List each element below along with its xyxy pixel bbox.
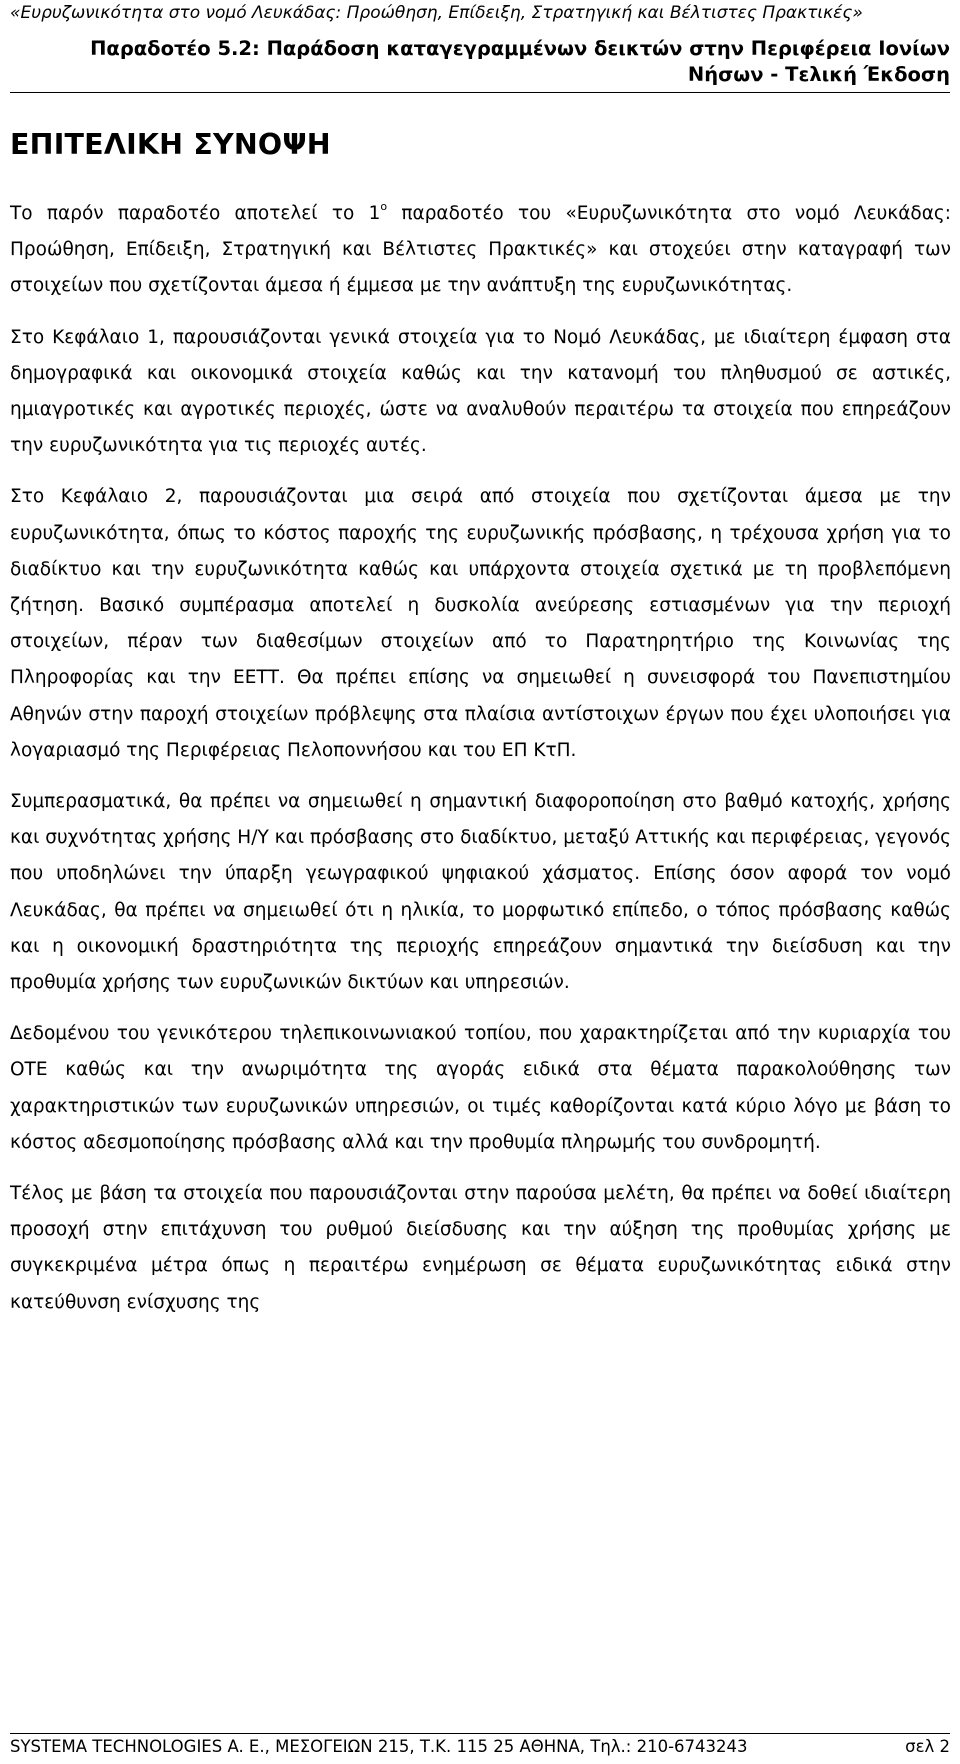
header-divider (10, 92, 950, 93)
header-deliverable-line-1: Παραδοτέο 5.2: Παράδοση καταγεγραμμένων δεικτών στην Περιφέρεια Ιονίων (90, 37, 950, 60)
header-deliverable-line-2: Νήσων - Τελική Έκδοση (687, 63, 950, 86)
section-title: ΕΠΙΤΕΛΙΚΗ ΣΥΝΟΨΗ (10, 128, 331, 161)
paragraph-chapter-1: Στο Κεφάλαιο 1, παρουσιάζονται γενικά στοιχεία για το Νομό Λευκάδας, με ιδιαίτερη έμφαση στα δημογραφικά και οικονομικά στοιχεία καθώς και την κατανομή του πληθυσμού σε αστικές, ημιαγροτικές και αγροτικές περιοχές, ώστε να αναλυθούν περαιτέρω τα στοιχεία που επηρεάζουν την ευρυζωνικότητα για τις περιοχές αυτές. (10, 326, 951, 457)
page-header (10, 2, 950, 88)
section-body (10, 196, 951, 1336)
paragraph-final: Τέλος με βάση τα στοιχεία που παρουσιάζονται στην παρούσα μελέτη, θα πρέπει να δοθεί ιδιαίτερη προσοχή στην επιτάχυνση του ρυθμού διείσδυσης και την αύξηση της προθυμίας χρήσης με συγκεκριμένα μέτρα όπως η περαιτέρω ενημέρωση σε θέματα ευρυζωνικότητας ειδικά στην κατεύθυνση ενίσχυσης της (10, 1183, 951, 1313)
footer-company-info: SYSTEMA TECHNOLOGIES A. E., ΜΕΣΟΓΕΙΩΝ 215, Τ.Κ. 115 25 ΑΘΗΝΑ, Τηλ.: 210-6743243 (10, 1737, 748, 1756)
paragraph-intro (10, 196, 951, 305)
header-document-title: «Ευρυζωνικότητα στο νομό Λευκάδας: Προώθηση, Επίδειξη, Στρατηγική και Βέλτιστες Πρακτικές» (10, 3, 863, 23)
paragraph-conclusions: Συμπερασματικά, θα πρέπει να σημειωθεί η σημαντική διαφοροποίηση στο βαθμό κατοχής, χρήσης και συχνότητας χρήσης Η/Υ και πρόσβασης στο διαδίκτυο, μεταξύ Αττικής και περιφέρειας, γεγονός που υποδηλώνει την ύπαρξη γεωγραφικού ψηφιακού χάσματος. Επίσης όσον αφορά τον νομό Λευκάδας, θα πρέπει να σημειωθεί ότι η ηλικία, το μορφωτικό επίπεδο, ο τόπος πρόσβασης καθώς και η οικονομική δραστηριότητα της περιοχής επηρεάζουν σημαντικά την διείσδυση και την προθυμία χρήσης των ευρυζωνικών δικτύων και υπηρεσιών. (10, 791, 951, 994)
paragraph-intro-start: Το παρόν παραδοτέο αποτελεί το 1 (10, 203, 381, 224)
footer-divider (10, 1733, 950, 1734)
page-footer (10, 1736, 950, 1758)
paragraph-intro-rest: παραδοτέο του «Ευρυζωνικότητα στο νομό Λευκάδας: Προώθηση, Επίδειξη, Στρατηγική και Βέλτιστες Πρακτικές» και στοχεύει στην καταγραφή των στοιχείων που σχετίζονται άμεσα ή έμμεσα με την ανάπτυξη της ευρυζωνικότητας. (10, 203, 951, 297)
paragraph-telecom-landscape: Δεδομένου του γενικότερου τηλεπικοινωνιακού τοπίου, που χαρακτηρίζεται από την κυριαρχία του ΟΤΕ καθώς και την ανωριμότητα της αγοράς ειδικά στα θέματα παρακολούθησης των χαρακτηριστικών των ευρυζωνικών υπηρεσιών, οι τιμές καθορίζονται κατά κύριο λόγο με βάση το κόστος αδεσμοποίησης πρόσβασης αλλά και την προθυμία πληρωμής του συνδρομητή. (10, 1023, 951, 1153)
paragraph-chapter-2: Στο Κεφάλαιο 2, παρουσιάζονται μια σειρά από στοιχεία που σχετίζονται άμεσα με την ευρυζωνικότητα, όπως το κόστος παροχής της ευρυζωνικής πρόσβασης, η τρέχουσα χρήση για το διαδίκτυο και την ευρυζωνικότητα καθώς και υπάρχοντα στοιχεία σχετικά με τη προβλεπόμενη ζήτηση. Βασικό συμπέρασμα αποτελεί η δυσκολία ανεύρεσης εστιασμένων για την περιοχή στοιχείων, πέραν των διαθεσίμων στοιχείων από το Παρατηρητήριο της Κοινωνίας της Πληροφορίας και την ΕΕΤΤ. Θα πρέπει επίσης να σημειωθεί η συνεισφορά του Πανεπιστημίου Αθηνών στην παροχή στοιχείων πρόβλεψης στα πλαίσια αντίστοιχων έργων που έχει υλοποιήσει για λογαριασμό της Περιφέρειας Πελοποννήσου και του ΕΠ ΚτΠ. (10, 486, 951, 761)
footer-page-number: σελ 2 (905, 1737, 950, 1756)
ordinal-superscript: ο (380, 200, 388, 213)
